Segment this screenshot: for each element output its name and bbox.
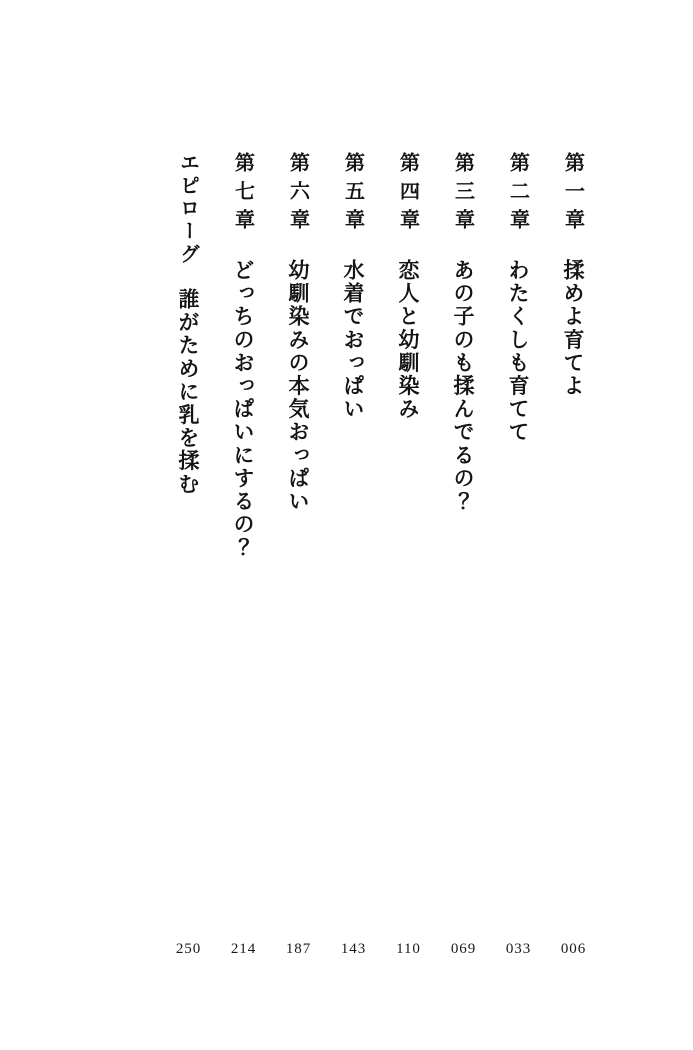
page-number: 110 — [396, 941, 421, 957]
toc-entry[interactable] — [546, 150, 601, 398]
toc-entry[interactable] — [381, 150, 436, 421]
chapter-title: 恋人と幼馴染み — [396, 259, 421, 421]
chapter-number: 第六章 — [286, 152, 311, 238]
page-number: 033 — [505, 941, 532, 957]
page-number-row — [161, 941, 601, 958]
page-number: 006 — [560, 941, 587, 957]
toc-entry[interactable] — [216, 150, 271, 560]
page-number: 250 — [175, 941, 202, 957]
chapter-title: 誰がために乳を揉む — [176, 288, 201, 496]
chapter-number: 第四章 — [396, 152, 421, 238]
toc-entry[interactable] — [491, 150, 546, 444]
toc-entry[interactable] — [271, 150, 326, 513]
chapter-number: 第三章 — [451, 152, 476, 238]
chapter-title: あの子のも揉んでるの？ — [451, 259, 476, 514]
page-number: 143 — [340, 941, 367, 957]
chapter-title: どっちのおっぱいにするの？ — [231, 259, 256, 560]
toc-entry[interactable] — [436, 150, 491, 513]
toc-entry[interactable] — [326, 150, 381, 421]
chapter-title: わたくしも育てて — [506, 259, 531, 445]
chapter-number: 第二章 — [506, 152, 531, 238]
table-of-contents — [161, 150, 601, 560]
chapter-title: 水着でおっぱい — [341, 259, 366, 421]
chapter-title: 幼馴染みの本気おっぱい — [286, 259, 311, 514]
toc-entry[interactable] — [161, 150, 216, 496]
page-number: 187 — [285, 941, 312, 957]
chapter-number: 第七章 — [231, 152, 256, 238]
page-number: 069 — [450, 941, 477, 957]
chapter-number: エピローグ — [176, 152, 201, 266]
chapter-number: 第一章 — [561, 152, 586, 238]
chapter-title: 揉めよ育てよ — [561, 259, 586, 398]
chapter-number: 第五章 — [341, 152, 366, 238]
page-number: 214 — [230, 941, 257, 957]
